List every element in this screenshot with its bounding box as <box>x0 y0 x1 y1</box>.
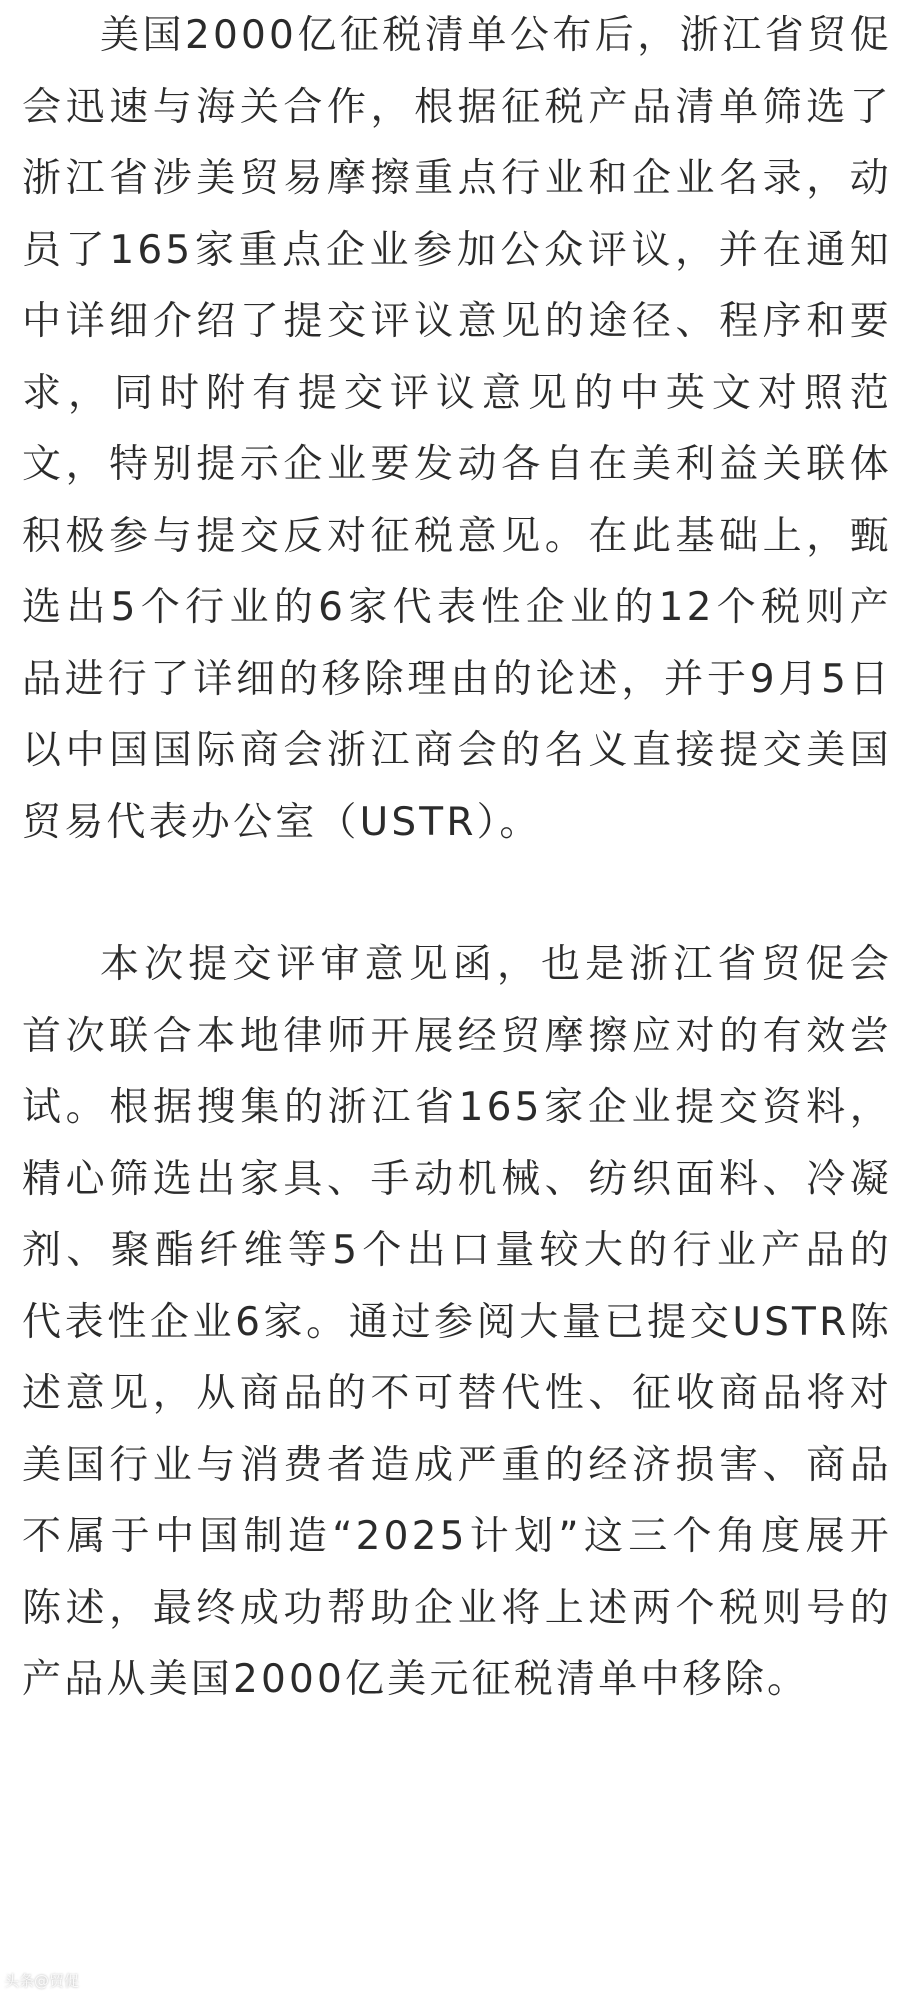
paragraph-1: 美国2000亿征税清单公布后，浙江省贸促会迅速与海关合作，根据征税产品清单筛选了浙江省涉美贸易摩擦重点行业和企业名录，动员了165家重点企业参加公众评议，并在通知中详细介绍了提交评议意见的途径、程序和要求，同时附有提交评议意见的中英文对照范文，特别提示企业要发动各自在美利益关联体积极参与提交反对征税意见。在此基础上，甄选出5个行业的6家代表性企业的12个税则产品进行了详细的移除理由的论述，并于9月5日以中国国际商会浙江商会的名义直接提交美国贸易代表办公室（USTR）。 <box>22 13 892 845</box>
watermark: 头条@贸促 <box>4 1972 80 1990</box>
paragraph-2: 本次提交评审意见函，也是浙江省贸促会首次联合本地律师开展经贸摩擦应对的有效尝试。根据搜集的浙江省165家企业提交资料，精心筛选出家具、手动机械、纺织面料、冷凝剂、聚酯纤维等5个出口量较大的行业产品的代表性企业6家。通过参阅大量已提交USTR陈述意见，从商品的不可替代性、征收商品将对美国行业与消费者造成严重的经济损害、商品不属于中国制造“2025计划”这三个角度展开陈述，最终成功帮助企业将上述两个税则号的产品从美国2000亿美元征税清单中移除。 <box>22 942 892 1702</box>
article-body <box>22 0 892 1716</box>
